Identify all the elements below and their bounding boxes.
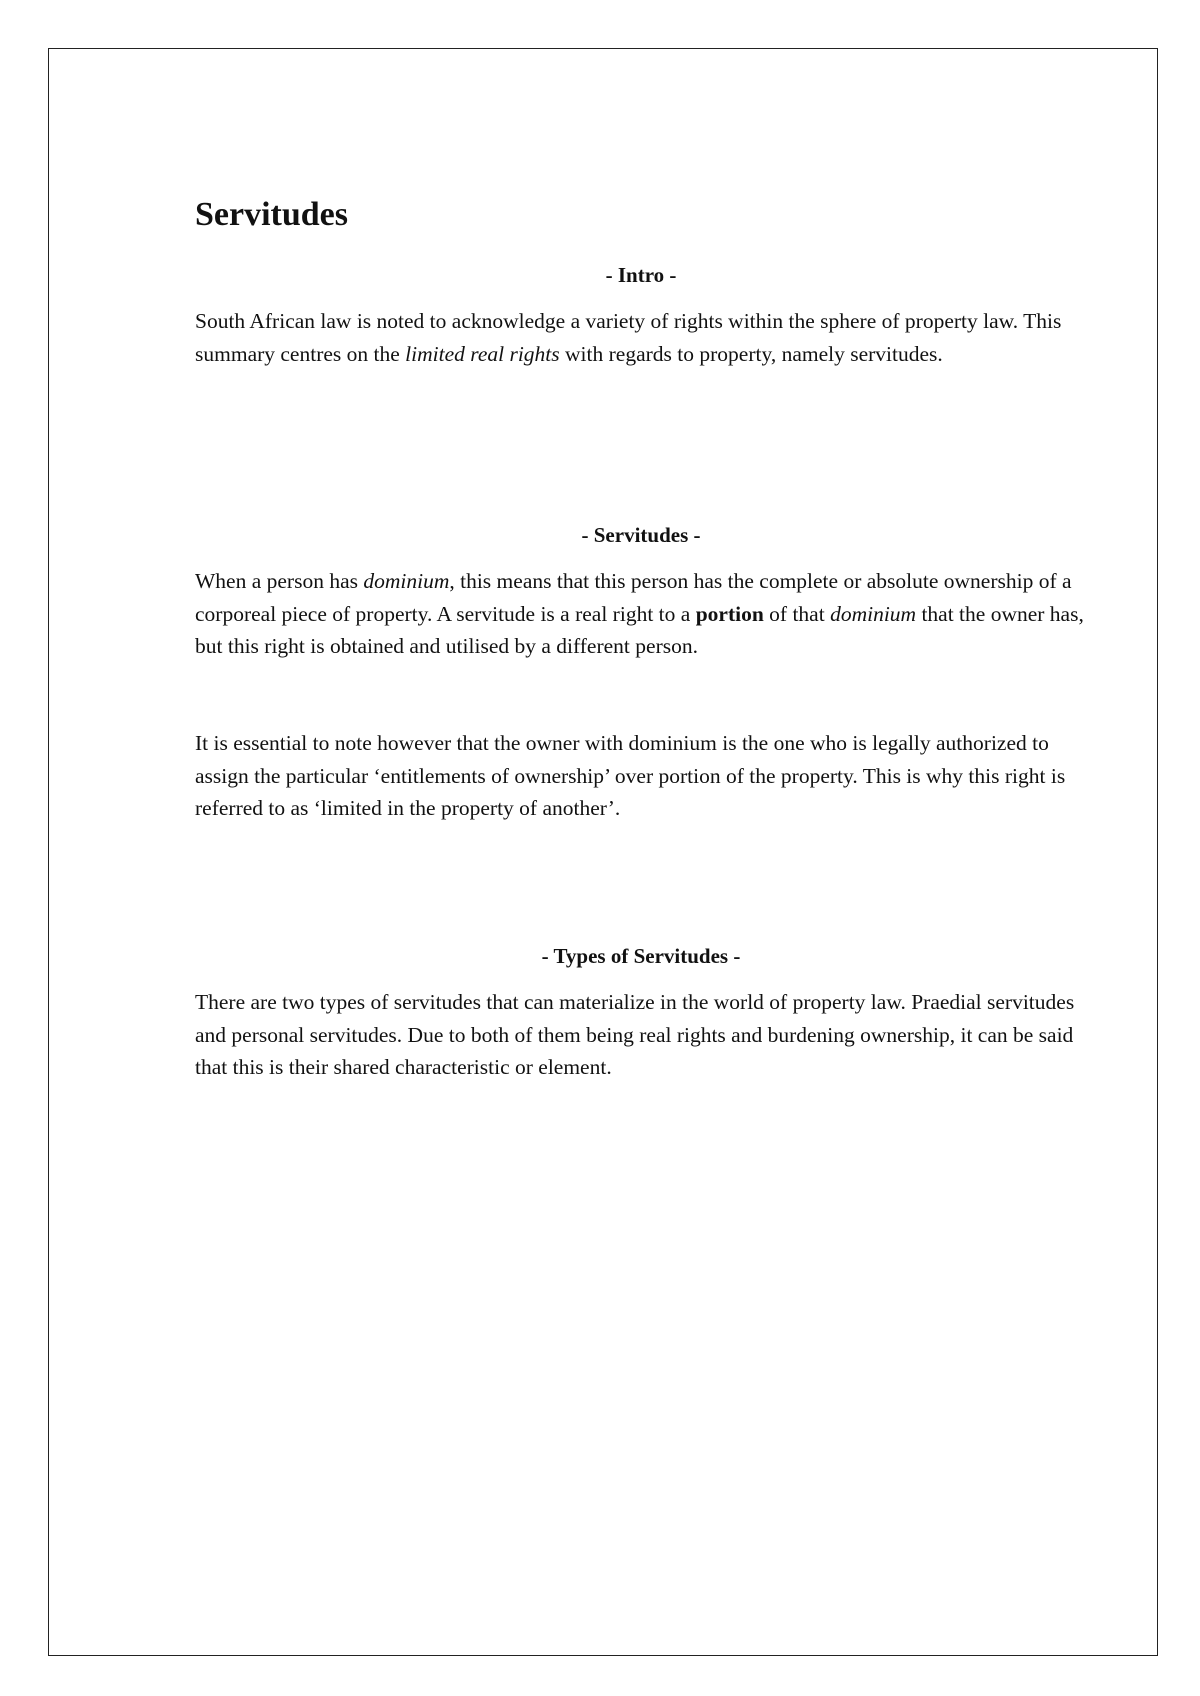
text-segment: It is essential to note however that the owner with dominium is the one who is legally authorized to assign the particular ‘entitlements of ownership’ over portion of the property. This is why this right is referred to as ‘limited in the property of another’. [195,731,1066,820]
text-segment: , this means that this person has the complete or absolute ownership of a corporeal piece of property. A servitude is a real right to a [195,569,1072,626]
italic-term-dominium: dominium [830,601,917,626]
text-segment: There are two types of servitudes that can materialize in the world of property law. Praedial servitudes and personal servitudes. Due to both of them being real rights and burdening ownership, it can be said that this is their shared characteristic or element. [195,990,1075,1079]
italic-term-limited-real-rights: limited real rights [405,341,560,366]
document-title: Servitudes [195,196,348,233]
text-segment: When a person has [195,569,364,593]
section-heading-intro: - Intro - [605,263,677,287]
intro-paragraph [195,305,1095,370]
section-heading-servitudes: - Servitudes - [581,523,701,547]
text-segment: South African law is noted to acknowledge a variety of rights within the sphere of property law. This summary centres on the [195,309,1062,366]
text-segment: with regards to property, namely servitudes. [559,341,943,366]
types-paragraph [195,986,1095,1084]
servitudes-paragraph-1 [195,565,1095,663]
page-border [48,48,1158,1656]
text-segment: of that [763,601,831,626]
servitudes-paragraph-2 [195,727,1095,825]
text-segment: that the owner has, but this right is obtained and utilised by a different person. [195,601,1084,658]
bold-term-portion: portion [695,601,764,626]
italic-term-dominium: dominium [363,569,450,593]
section-heading-types-of-servitudes: - Types of Servitudes - [541,944,741,968]
